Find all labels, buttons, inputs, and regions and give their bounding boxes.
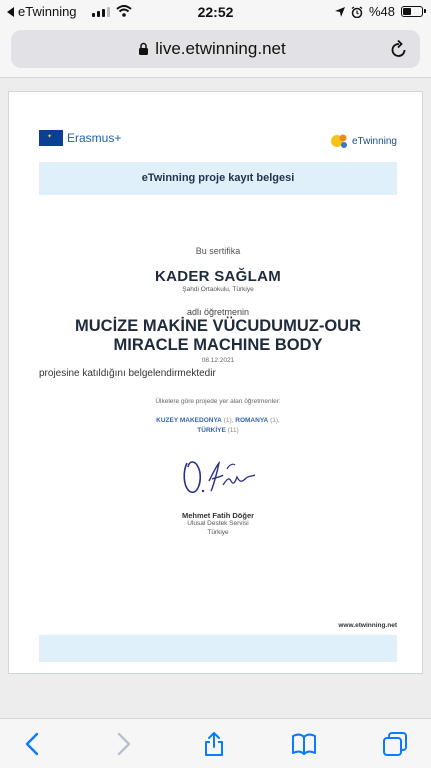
country-name: ROMANYA [235,417,269,424]
clock: 22:52 [197,4,234,20]
school-name: Şahdi Ortaokulu, Türkiye [182,286,254,293]
teacher-label: adlı öğretmenin [186,307,250,317]
footer-band [39,635,397,662]
share-icon[interactable] [201,731,227,757]
battery-percent: %48 [368,4,395,19]
country-name: KUZEY MAKEDONYA [156,417,222,424]
country-count: (1) [223,417,232,424]
etwinning-website-link[interactable]: www.etwinning.net [338,622,397,629]
location-icon [335,7,345,17]
address-bar[interactable] [11,30,420,68]
etwinning-logo: eTwinning [330,132,397,150]
countries-intro: Ülkelere göre projede yer alan öğretmenler: [155,398,281,405]
participation-text: projesine katıldığını belgelendirmektedir [39,368,216,379]
signer-name: Mehmet Fatih Döğer [181,511,255,520]
project-title: MUCİZE MAKİNE VÜCUDUMUZ-OUR MIRACLE MACHINE BODY [75,317,361,354]
status-bar [0,0,431,26]
country-count: (11) [227,427,239,434]
signature-image [179,451,259,501]
chevron-right-icon[interactable] [110,731,136,757]
url-text: live.etwinning.net [155,39,286,58]
browser-toolbar [0,718,431,768]
eu-flag-icon: ✦ [39,130,63,146]
country-name: TÜRKİYE [197,427,226,434]
project-date: 08.12.2021 [201,357,235,364]
signer-country: Türkiye [207,529,229,536]
web-page [0,79,431,718]
browser-address-area [0,26,431,78]
header-band [39,162,397,195]
intro-text: Bu sertifika [195,246,241,256]
signer-role: Ulusal Destek Servisi [187,520,249,527]
country-count: (1) [270,417,279,424]
bookmarks-icon[interactable] [291,731,317,757]
etwinning-mark-icon [330,132,350,150]
erasmus-logo: ✦ Erasmus+ [39,130,121,146]
alarm-icon [351,6,363,18]
certificate-title: eTwinning proje kayıt belgesi [141,172,295,184]
tabs-icon[interactable] [382,731,408,757]
countries-list: KUZEY MAKEDONYA (1), ROMANYA (1), TÜRKİYE (11) [156,417,280,434]
chevron-left-icon[interactable] [20,731,46,757]
teacher-name: KADER SAĞLAM [154,268,282,285]
certificate [8,91,423,674]
back-app-label: eTwinning [18,4,77,19]
battery-icon [401,6,423,17]
reload-icon[interactable] [390,39,408,59]
